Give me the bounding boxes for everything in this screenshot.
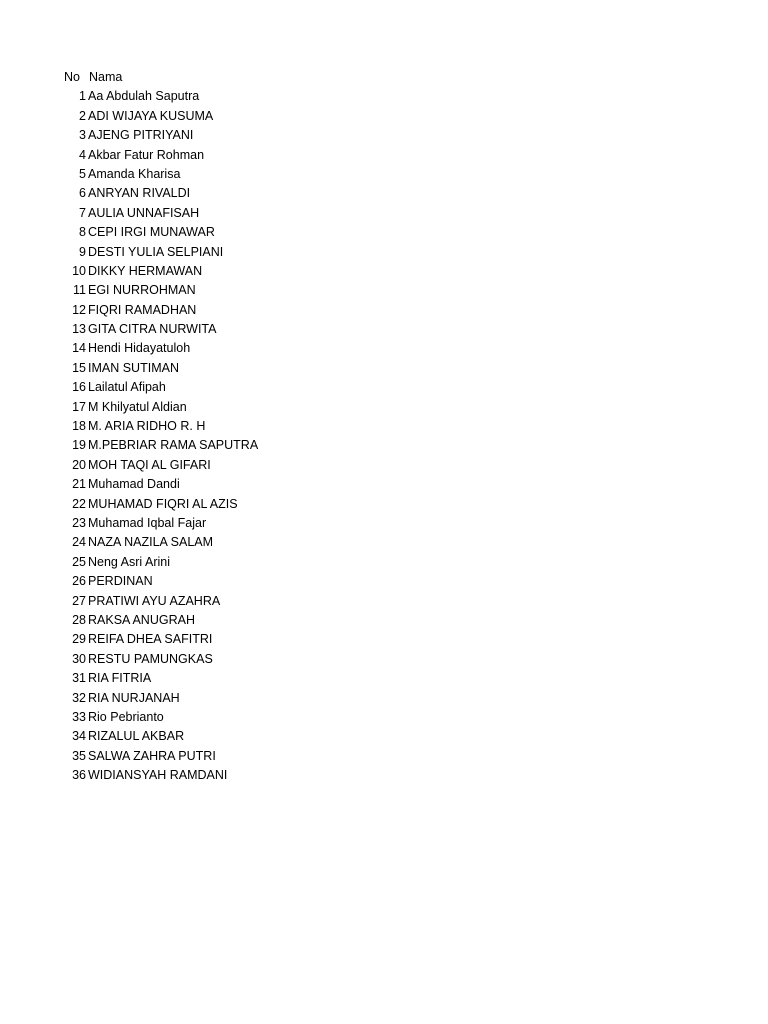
row-number: 11 [73,283,86,298]
row-number: 24 [72,535,86,550]
row-name: MUHAMAD FIQRI AL AZIS [88,496,238,511]
row-number: 35 [72,748,86,763]
row-number: 6 [79,186,86,201]
row-name: WIDIANSYAH RAMDANI [88,768,228,783]
list-item [0,747,768,766]
name-list-sheet [0,68,768,785]
list-item [0,204,768,223]
row-number: 34 [72,729,86,744]
list-item [0,572,768,591]
list-item [0,436,768,455]
list-item [0,630,768,649]
row-name: M Khilyatul Aldian [88,399,187,414]
row-name: CEPI IRGI MUNAWAR [88,225,215,240]
row-number: 30 [72,651,86,666]
row-name: M. ARIA RIDHO R. H [88,419,206,434]
row-name: M.PEBRIAR RAMA SAPUTRA [88,438,259,453]
list-item [0,262,768,281]
list-item [0,320,768,339]
row-name: ANRYAN RIVALDI [88,186,191,201]
row-name: FIQRI RAMADHAN [88,302,197,317]
row-number: 8 [79,225,86,240]
list-item [0,243,768,262]
row-number: 19 [72,438,86,453]
row-name: REIFA DHEA SAFITRI [88,632,213,647]
list-item [0,708,768,727]
row-number: 12 [72,302,86,317]
row-number: 22 [72,496,86,511]
list-item [0,592,768,611]
list-item [0,727,768,746]
row-name: Hendi Hidayatuloh [88,341,191,356]
row-name: Muhamad Iqbal Fajar [88,515,207,530]
row-number: 7 [79,205,86,220]
header-no: No [64,69,80,84]
row-name: DESTI YULIA SELPIANI [88,244,224,259]
row-name: Amanda Kharisa [88,166,181,181]
row-name: Aa Abdulah Saputra [88,89,200,104]
list-item [0,650,768,669]
list-item [0,126,768,145]
list-item [0,514,768,533]
row-number: 32 [72,690,86,705]
row-number: 21 [72,477,86,492]
row-name: DIKKY HERMAWAN [88,263,203,278]
list-item [0,475,768,494]
row-number: 29 [72,632,86,647]
row-number: 4 [79,147,86,162]
row-number: 17 [72,399,86,414]
row-number: 9 [79,244,86,259]
row-name: RESTU PAMUNGKAS [88,651,213,666]
row-number: 1 [79,89,86,104]
list-item [0,553,768,572]
list-item [0,359,768,378]
row-number: 3 [79,128,86,143]
row-name: AULIA UNNAFISAH [88,205,200,220]
row-number: 26 [72,574,86,589]
list-item [0,766,768,785]
row-number: 28 [72,612,86,627]
row-number: 18 [72,419,86,434]
row-number: 23 [72,515,86,530]
row-number: 27 [72,593,86,608]
row-name: RIZALUL AKBAR [88,729,185,744]
list-item [0,146,768,165]
row-name: PERDINAN [88,574,153,589]
row-name: GITA CITRA NURWITA [88,322,217,337]
row-name: ADI WIJAYA KUSUMA [88,108,214,123]
list-item [0,417,768,436]
row-name: Lailatul Afipah [88,380,166,395]
row-name: PRATIWI AYU AZAHRA [88,593,221,608]
row-name: NAZA NAZILA SALAM [88,535,214,550]
row-name: SALWA ZAHRA PUTRI [88,748,216,763]
row-number: 14 [72,341,86,356]
row-number: 36 [72,768,86,783]
row-number: 13 [72,322,86,337]
list-item [0,339,768,358]
list-item [0,301,768,320]
list-item [0,165,768,184]
list-item [0,223,768,242]
row-number: 5 [79,166,86,181]
list-item [0,87,768,106]
list-item [0,611,768,630]
row-name: Muhamad Dandi [88,477,180,492]
row-name: AJENG PITRIYANI [88,128,194,143]
row-name: RAKSA ANUGRAH [88,612,195,627]
row-name: Rio Pebrianto [88,709,164,724]
row-name: Neng Asri Arini [88,554,170,569]
list-item [0,495,768,514]
list-body [0,87,768,785]
list-item [0,107,768,126]
list-item [0,689,768,708]
list-item [0,398,768,417]
header-row [0,68,768,87]
row-number: 33 [72,709,86,724]
list-item [0,533,768,552]
row-name: EGI NURROHMAN [88,283,196,298]
list-item [0,378,768,397]
list-item [0,456,768,475]
list-item [0,669,768,688]
row-number: 20 [72,457,86,472]
row-name: RIA NURJANAH [88,690,180,705]
row-number: 16 [72,380,86,395]
row-name: RIA FITRIA [88,671,152,686]
row-number: 31 [72,671,86,686]
list-item [0,281,768,300]
header-nama: Nama [89,69,123,84]
row-name: MOH TAQI AL GIFARI [88,457,211,472]
list-item [0,184,768,203]
row-number: 10 [72,263,86,278]
row-number: 2 [79,108,86,123]
row-number: 25 [72,554,86,569]
row-name: Akbar Fatur Rohman [88,147,205,162]
row-name: IMAN SUTIMAN [88,360,179,375]
row-number: 15 [72,360,86,375]
